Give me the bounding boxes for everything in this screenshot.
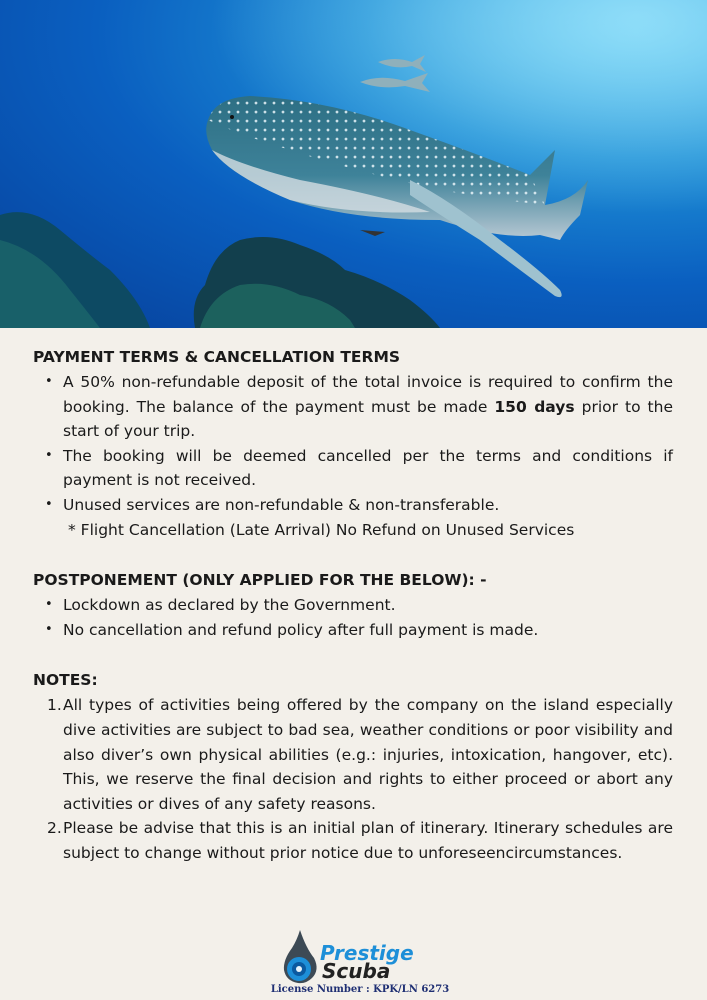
payment-term-item: • Unused services are non-refundable & non-transferable. (33, 493, 673, 518)
note-item (33, 816, 673, 865)
postponement-item: • No cancellation and refund policy after full payment is made. (33, 618, 673, 643)
payment-term-item: • The booking will be deemed cancelled per the terms and conditions if payment is not received. (33, 444, 673, 493)
postponement-heading: POSTPONEMENT (ONLY APPLIED FOR THE BELOW): - (33, 571, 487, 590)
postponement-item: • Lockdown as declared by the Government. (33, 593, 673, 618)
payment-term-text: prior to the start of your trip. (63, 397, 673, 441)
payment-terms-section (33, 345, 673, 542)
whale-shark-illustration (0, 0, 707, 328)
payment-deadline-highlight: 150 days (494, 397, 575, 416)
terms-content (33, 345, 673, 866)
logo-line-scuba: Scuba (322, 959, 391, 983)
postponement-list (33, 593, 673, 642)
flight-cancellation-note: * Flight Cancellation (Late Arrival) No Refund on Unused Services (68, 520, 575, 539)
notes-section (33, 668, 673, 865)
note-number: 2. (47, 819, 62, 838)
note-text: All types of activities being offered by the company on the island especially dive activities are subject to bad sea, weather conditions or poor visibility and also diver’s own physical abilities (e.g.: injuries, intoxication, hangover, etc). This, we reserve the final decision and rights to either proceed or abort any activities or dives of any safety reasons. (63, 696, 673, 813)
logo-wordmark (320, 941, 414, 983)
note-number: 1. (47, 696, 62, 715)
note-item (33, 693, 673, 816)
postponement-section (33, 568, 673, 642)
prestige-scuba-logo (270, 928, 450, 1000)
note-text: Please be advise that this is an initial plan of itinerary. Itinerary schedules are subject to change without prior notice due to unforeseencircumstances. (63, 819, 673, 862)
logo-line-prestige: Prestige (320, 941, 414, 965)
payment-terms-heading: PAYMENT TERMS & CANCELLATION TERMS (33, 348, 401, 366)
payment-term-item (33, 370, 673, 444)
notes-list (33, 693, 673, 865)
water-drop-logo-icon (280, 928, 320, 984)
payment-terms-list (33, 370, 673, 518)
payment-term-text: A 50% non-refundable deposit of the total invoice is required to confirm the booking. The balance of the payment must be made (63, 373, 673, 416)
license-number: License Number : KPK/LN 6273 (270, 984, 450, 995)
hero-photo-whale-shark (0, 0, 707, 328)
notes-heading: NOTES: (33, 671, 98, 690)
